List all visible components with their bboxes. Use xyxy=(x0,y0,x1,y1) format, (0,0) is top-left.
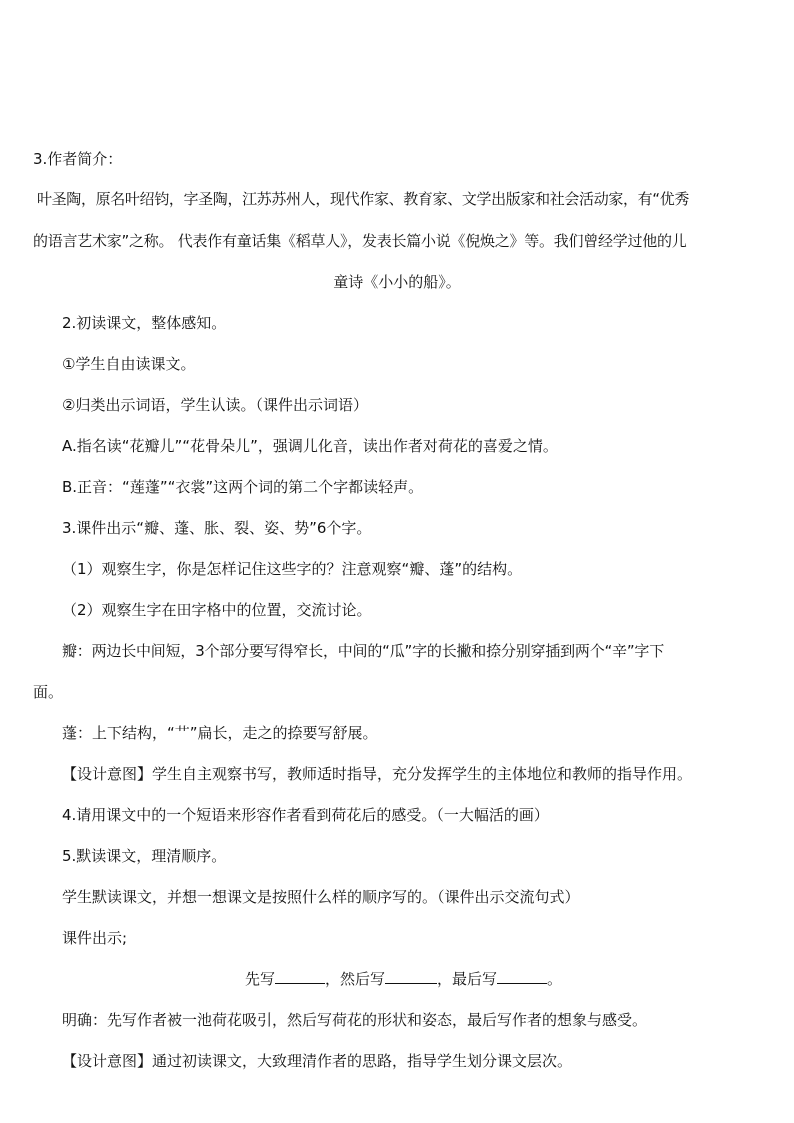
step4-heading: 4.请用课文中的一个短语来形容作者看到荷花后的感受。（一大幅活的画） xyxy=(62,806,549,824)
step3-item-1: （1）观察生字，你是怎样记住这些字的？注意观察“瓣、蓬”的结构。 xyxy=(62,560,523,578)
pattern-part-1: 先写 xyxy=(245,970,276,988)
blank-3 xyxy=(497,969,547,984)
step3-item-2: （2）观察生字在田字格中的位置，交流讨论。 xyxy=(62,601,372,619)
courseware-label: 课件出示; xyxy=(62,929,128,947)
blank-2 xyxy=(385,969,437,984)
author-paragraph-line-1: 叶圣陶，原名叶绍钧，字圣陶，江苏苏州人，现代作家、教育家、文学出版家和社会活动家，有“优秀 xyxy=(37,190,690,208)
step2-item-2: ②归类出示词语，学生认读。（课件出示词语） xyxy=(62,396,368,414)
step2-item-1: ①学生自由读课文。 xyxy=(62,355,196,373)
design-intent-2: 【设计意图】通过初读课文，大致理清作者的思路，指导学生划分课文层次。 xyxy=(62,1052,573,1070)
step2-heading: 2.初读课文，整体感知。 xyxy=(62,314,227,332)
pattern-part-4: 。 xyxy=(547,970,563,988)
author-heading: 3.作者简介： xyxy=(33,150,123,168)
step2-item-b: B.正音：“莲蓬”“衣裳”这两个词的第二个字都读轻声。 xyxy=(62,478,424,496)
blank-1 xyxy=(275,969,325,984)
ban-note-line-1: 瓣：两边长中间短，3个部分要写得窄长，中间的“瓜”字的长撇和捺分别穿插到两个“辛”字下 xyxy=(62,642,665,660)
step3-heading: 3.课件出示“瓣、蓬、胀、裂、姿、势”6个字。 xyxy=(62,519,372,537)
ban-note-line-2: 面。 xyxy=(33,683,64,701)
step2-item-a: A.指名读“花瓣儿”“花骨朵儿”，强调儿化音，读出作者对荷花的喜爱之情。 xyxy=(62,437,558,455)
clarify-paragraph: 明确：先写作者被一池荷花吸引，然后写荷花的形状和姿态，最后写作者的想象与感受。 xyxy=(62,1011,648,1029)
pattern-part-3: ，最后写 xyxy=(437,970,498,988)
design-intent-1: 【设计意图】学生自主观察书写，教师适时指导，充分发挥学生的主体地位和教师的指导作用。 xyxy=(62,765,693,783)
peng-note: 蓬：上下结构，“艹”扁长，走之的捺要写舒展。 xyxy=(62,724,378,742)
step5-paragraph: 学生默读课文，并想一想课文是按照什么样的顺序写的。（课件出示交流句式） xyxy=(62,888,580,906)
author-paragraph-line-2: 的语言艺术家”之称。 代表作有童话集《稻草人》，发表长篇小说《倪焕之》等。我们曾经学过他的儿 xyxy=(33,232,687,250)
sentence-pattern xyxy=(245,969,562,989)
pattern-part-2: ，然后写 xyxy=(325,970,386,988)
author-paragraph-line-3: 童诗《小小的船》。 xyxy=(333,273,461,291)
step5-heading: 5.默读课文，理清顺序。 xyxy=(62,847,227,865)
